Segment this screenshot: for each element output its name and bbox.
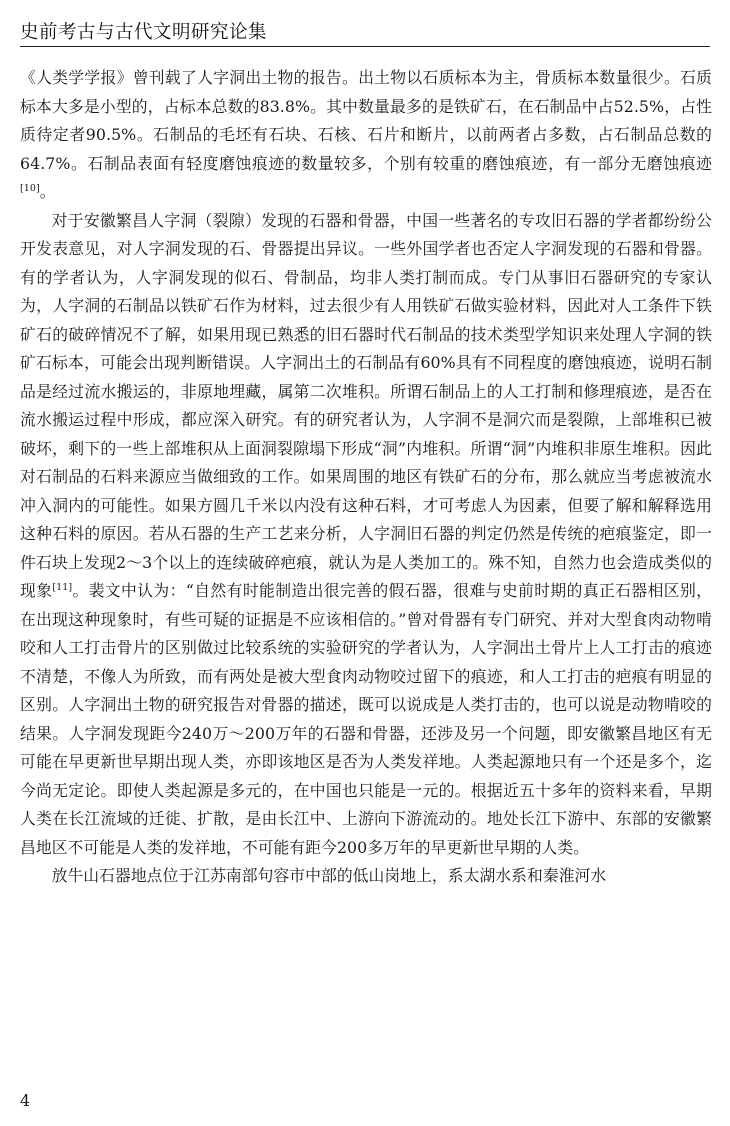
paragraph-text: 对于安徽繁昌人字洞（裂隙）发现的石器和骨器，中国一些著名的专攻旧石器的学者都纷纷公开发表意见，对人字洞发现的石、骨器提出异议。一些外国学者也否定人字洞发现的石器和骨器。有的学者认为，人字洞发现的似石、骨制品，均非人类打制而成。专门从事旧石器研究的专家认为，人字洞的石制品以铁矿石作为材料，过去很少有人用铁矿石做实验材料，因此对人工条件下铁矿石的破碎情况不了解，如果用现已熟悉的旧石器时代石制品的技术类型学知识来处理人字洞的铁矿石标本，可能会出现判断错误。人字洞出土的石制品有60%具有不同程度的磨蚀痕迹，说明石制品是经过流水搬运的，非原地埋藏，属第二次堆积。所谓石制品上的人工打制和修理痕迹，是否在流水搬运过程中形成，都应深入研究。有的研究者认为，人字洞不是洞穴而是裂隙，上部堆积已被破坏，剩下的一些上部堆积从上面洞裂隙塌下形成“洞”内堆积。所谓“洞”内堆积非原生堆积。因此对石制品的石料来源应当做细致的工作。如果周围的地区有铁矿石的分布，那么就应当考虑被流水冲入洞内的可能性。如果方圆几千米以内没有这种石料，才可考虑人为因素，但要了解和解释选用这种石料的原因。若从石器的生产工艺来分析，人字洞旧石器的判定仍然是传统的疤痕鉴定，即一件石块上发现2～3个以上的连续破碎疤痕，就认为是人类加工的。殊不知，自然力也会造成类似的现象: [20, 210, 712, 600]
paragraph: [20, 64, 712, 207]
paragraph: [20, 862, 712, 891]
citation-ref: [10]: [20, 183, 40, 194]
paragraph: [20, 207, 712, 863]
paragraph-text: 《人类学学报》曾刊载了人字洞出土物的报告。出土物以石质标本为主，骨质标本数量很少。石质标本大多是小型的，占标本总数的83.8%。其中数量最多的是铁矿石，在石制品中占52.5%，占性质待定者90.5%。石制品的毛坯有石块、石核、石片和断片，以前两者占多数，占石制品总数的64.7%。石制品表面有轻度磨蚀痕迹的数量较多，个别有较重的磨蚀痕迹，有一部分无磨蚀痕迹: [20, 68, 712, 173]
citation-ref: [11]: [52, 582, 73, 593]
page-number: 4: [20, 1091, 31, 1110]
running-title: 史前考古与古代文明研究论集: [20, 22, 268, 43]
running-header: [20, 14, 710, 47]
paragraph-tail: 。裴文中认为：“自然有时能制造出很完善的假石器，很难与史前时期的真正石器相区别，在出现这种现象时，有些可疑的证据是不应该相信的。”曾对骨器有专门研究、并对大型食肉动物啃咬和人工打击骨片的区别做过比较系统的实验研究的学者认为，人字洞出土骨片上人工打击的痕迹不清楚，不像人为所致，而有两处是被大型食肉动物咬过留下的痕迹，和人工打击的疤痕有明显的区别。人字洞出土物的研究报告对骨器的描述，既可以说成是人类打击的，也可以说是动物啃咬的结果。人字洞发现距今240万～200万年的石器和骨器，还涉及另一个问题，即安徽繁昌地区有无可能在早更新世早期出现人类，亦即该地区是否为人类发祥地。人类起源地只有一个还是多个，迄今尚无定论。即使人类起源是多元的，在中国也只能是一元的。根据近五十多年的资料来看，早期人类在长江流域的迁徙、扩散，是由长江中、上游向下游流动的。地处长江下游中、东部的安徽繁昌地区不可能是人类的发祥地，不可能有距今200多万年的早更新世早期的人类。: [20, 581, 712, 857]
body-text: [20, 64, 712, 891]
paragraph-text: 放牛山石器地点位于江苏南部句容市中部的低山岗地上，系太湖水系和秦淮河水: [51, 866, 607, 885]
paragraph-tail: 。: [39, 182, 56, 201]
